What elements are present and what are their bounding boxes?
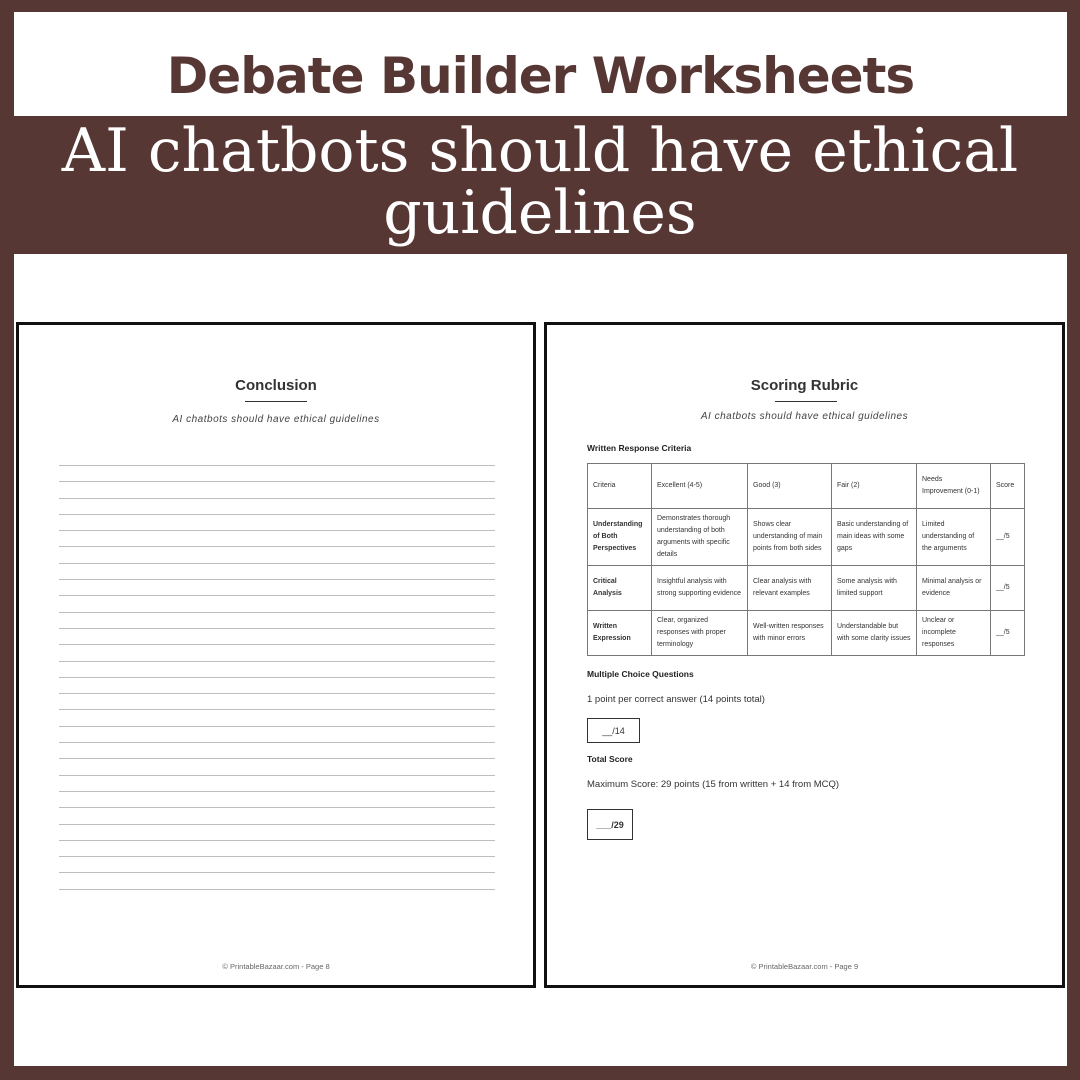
writing-line	[59, 661, 495, 662]
header-fair: Fair (2)	[832, 464, 917, 509]
writing-line	[59, 758, 495, 759]
writing-line	[59, 481, 495, 482]
writing-line	[59, 693, 495, 694]
table-cell: Limited understanding of the arguments	[917, 509, 991, 566]
page-footer: © PrintableBazaar.com - Page 8	[222, 962, 330, 971]
header-title: Debate Builder Worksheets	[166, 47, 915, 105]
header-panel	[14, 12, 1067, 116]
table-cell: __/5	[991, 509, 1025, 566]
table-cell: Shows clear understanding of main points from both sides	[748, 509, 832, 566]
header-excellent: Excellent (4-5)	[652, 464, 748, 509]
header-score: Score	[991, 464, 1025, 509]
writing-line	[59, 824, 495, 825]
table-cell: __/5	[991, 611, 1025, 656]
writing-line	[59, 872, 495, 873]
table-cell: Some analysis with limited support	[832, 566, 917, 611]
writing-line	[59, 612, 495, 613]
table-cell: Basic understanding of main ideas with some gaps	[832, 509, 917, 566]
writing-lines	[59, 465, 495, 905]
written-criteria-heading: Written Response Criteria	[587, 443, 692, 453]
page-footer: © PrintableBazaar.com - Page 9	[750, 962, 859, 971]
writing-line	[59, 628, 495, 629]
table-cell: Critical Analysis	[588, 566, 652, 611]
table-row	[588, 566, 1025, 611]
writing-line	[59, 465, 495, 466]
table-row	[588, 509, 1025, 566]
banner-title: AI chatbots should have ethical guidelines	[61, 116, 1019, 248]
writing-line	[59, 775, 495, 776]
table-cell: Unclear or incomplete responses	[917, 611, 991, 656]
writing-line	[59, 742, 495, 743]
writing-line	[59, 579, 495, 580]
writing-line	[59, 726, 495, 727]
writing-line	[59, 889, 495, 890]
table-cell: Clear analysis with relevant examples	[748, 566, 832, 611]
table-cell: Demonstrates thorough understanding of both arguments with specific details	[652, 509, 748, 566]
table-cell: Well-written responses with minor errors	[748, 611, 832, 656]
writing-line	[59, 840, 495, 841]
table-cell: Insightful analysis with strong supporting evidence	[652, 566, 748, 611]
page-title: Conclusion	[235, 377, 317, 394]
mcq-score-box: __/14	[587, 718, 640, 743]
writing-line	[59, 856, 495, 857]
writing-line	[59, 498, 495, 499]
table-cell: Understanding of Both Perspectives	[588, 509, 652, 566]
worksheet-page-conclusion	[16, 322, 536, 988]
writing-line	[59, 546, 495, 547]
writing-line	[59, 530, 495, 531]
worksheet-page-scoring-rubric	[544, 322, 1065, 988]
writing-line	[59, 791, 495, 792]
title-underline	[245, 401, 307, 402]
writing-line	[59, 514, 495, 515]
table-header-row	[588, 464, 1025, 509]
header-criteria: Criteria	[588, 464, 652, 509]
header-needs-improvement: Needs Improvement (0-1)	[917, 464, 991, 509]
page-subtitle: AI chatbots should have ethical guidelines	[172, 414, 380, 425]
page-title: Scoring Rubric	[750, 377, 859, 394]
writing-line	[59, 595, 495, 596]
writing-line	[59, 563, 495, 564]
table-cell: Written Expression	[588, 611, 652, 656]
rubric-table	[587, 463, 1025, 656]
mcq-heading: Multiple Choice Questions	[587, 669, 694, 679]
table-cell: Minimal analysis or evidence	[917, 566, 991, 611]
total-score-box: ___/29	[587, 809, 633, 840]
header-good: Good (3)	[748, 464, 832, 509]
total-score-heading: Total Score	[587, 754, 633, 764]
table-cell: __/5	[991, 566, 1025, 611]
total-score-description: Maximum Score: 29 points (15 from written + 14 from MCQ)	[587, 779, 840, 790]
page-subtitle: AI chatbots should have ethical guidelines	[700, 411, 909, 422]
writing-line	[59, 709, 495, 710]
writing-line	[59, 677, 495, 678]
writing-line	[59, 807, 495, 808]
writing-line	[59, 644, 495, 645]
title-underline	[775, 401, 837, 402]
mcq-description: 1 point per correct answer (14 points total)	[587, 694, 765, 705]
table-row	[588, 611, 1025, 656]
title-banner	[0, 116, 1080, 254]
table-cell: Clear, organized responses with proper terminology	[652, 611, 748, 656]
table-cell: Understandable but with some clarity issues	[832, 611, 917, 656]
